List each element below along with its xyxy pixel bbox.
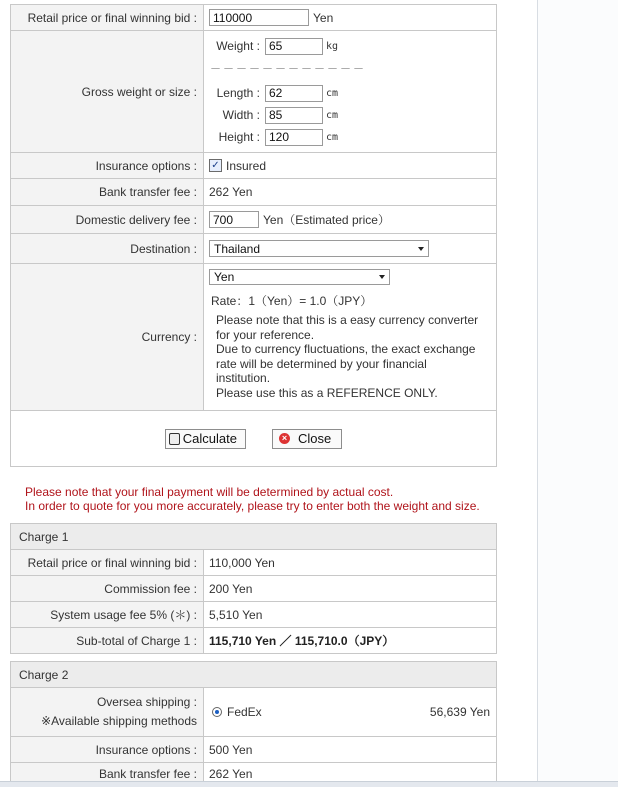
destination-label: Destination : — [11, 234, 204, 263]
payment-warning — [25, 485, 480, 513]
shipping-row — [11, 688, 496, 737]
domestic-fee-input[interactable] — [209, 211, 259, 228]
charge2-title: Charge 2 — [11, 662, 496, 688]
charge1-row — [11, 576, 496, 602]
shipping-label-line2: ※Available shipping methods — [41, 714, 197, 728]
width-input[interactable] — [265, 107, 323, 124]
gross-label: Gross weight or size : — [11, 31, 204, 152]
charge1-row-label: Commission fee : — [11, 576, 204, 601]
length-line — [208, 82, 338, 104]
close-icon: × — [279, 433, 290, 444]
calculate-button[interactable] — [165, 429, 246, 449]
shipping-calculator-form — [10, 4, 497, 467]
charge1-row — [11, 550, 496, 576]
currency-note-line: Please use this as a REFERENCE ONLY. — [216, 385, 438, 400]
domestic-row — [11, 206, 496, 234]
currency-note-line: for your reference. — [216, 327, 315, 342]
charge1-subtotal-row — [11, 628, 496, 653]
chevron-down-icon — [379, 275, 385, 279]
insurance-field — [204, 153, 496, 178]
charge1-row-label: Retail price or final winning bid : — [11, 550, 204, 575]
shipping-method-name: FedEx — [227, 705, 262, 719]
charge1-row-value: 200 Yen — [209, 581, 253, 596]
close-label: Close — [297, 431, 332, 446]
currency-note-line: Due to currency fluctuations, the exact exchange — [216, 342, 476, 356]
currency-select[interactable] — [209, 269, 390, 285]
height-input[interactable] — [265, 129, 323, 146]
domestic-unit: Yen（Estimated price） — [263, 213, 390, 227]
charge1-title: Charge 1 — [11, 524, 496, 550]
currency-note-line: Please note that this is a easy currency converter — [216, 313, 479, 327]
weight-label: Weight : — [216, 39, 260, 53]
bank-fee-label: Bank transfer fee : — [11, 179, 204, 205]
insurance-row — [11, 153, 496, 179]
close-button[interactable] — [272, 429, 342, 449]
charge2-insurance-row — [11, 737, 496, 763]
currency-row — [11, 264, 496, 411]
weight-line — [208, 35, 338, 57]
gross-fields — [204, 31, 496, 152]
gross-row — [11, 31, 496, 153]
domestic-field — [204, 206, 496, 233]
shipping-price: 56,639 Yen — [429, 705, 490, 719]
price-label: Retail price or final winning bid : — [11, 5, 204, 30]
insurance-checkbox[interactable] — [209, 159, 222, 172]
length-input[interactable] — [265, 85, 323, 102]
price-unit: Yen — [313, 10, 334, 25]
shipping-label — [11, 688, 204, 736]
charge1-row-value: 5,510 Yen — [209, 607, 263, 622]
chevron-down-icon — [418, 247, 424, 251]
currency-selected: Yen — [214, 270, 235, 284]
charge1-subtotal-value: 115,710 Yen ／ 115,710.0（JPY） — [209, 634, 395, 648]
charge1-row-value: 110,000 Yen — [209, 555, 275, 570]
bank-fee-value: 262 Yen — [209, 185, 253, 199]
height-line — [208, 126, 338, 148]
warning-line-1: Please note that your final payment will be determined by actual cost. — [25, 485, 394, 499]
currency-note-line: institution. — [216, 371, 271, 385]
currency-field — [204, 264, 496, 410]
insurance-option-text: Insured — [226, 158, 267, 173]
charge2-bank-value: 262 Yen — [209, 767, 253, 781]
weight-size-separator: －－－－－－－－－－－－ — [210, 63, 366, 75]
domestic-label: Domestic delivery fee : — [11, 206, 204, 233]
calculator-icon — [169, 433, 180, 445]
charge1-table — [10, 523, 497, 654]
charge1-row-label: System usage fee 5% (＊) : — [11, 602, 204, 627]
charge1-subtotal-label: Sub-total of Charge 1 : — [11, 628, 204, 653]
charge2-insurance-value: 500 Yen — [209, 742, 253, 757]
radio-selected-icon[interactable] — [212, 707, 222, 717]
currency-label: Currency : — [11, 264, 204, 410]
exchange-rate-text: Rate：1（Yen）= 1.0（JPY） — [211, 294, 373, 308]
length-unit: cm — [326, 87, 339, 99]
weight-input[interactable] — [265, 38, 323, 55]
destination-select[interactable] — [209, 240, 429, 257]
width-unit: cm — [326, 109, 339, 121]
currency-note-line: rate will be determined by your financial — [216, 356, 427, 371]
calculate-label: Calculate — [182, 431, 237, 446]
price-field-wrap — [204, 5, 496, 30]
destination-selected: Thailand — [214, 241, 261, 256]
weight-unit: kg — [326, 40, 339, 52]
shipping-method — [212, 705, 262, 719]
destination-row — [11, 234, 496, 264]
insurance-label: Insurance options : — [11, 153, 204, 178]
destination-field — [204, 234, 496, 263]
action-row — [11, 411, 496, 466]
window-bottom-border — [0, 781, 618, 787]
bank-fee-row — [11, 179, 496, 206]
charge1-row — [11, 602, 496, 628]
price-input[interactable] — [209, 9, 309, 26]
height-label: Height : — [218, 130, 260, 144]
width-line — [208, 104, 338, 126]
page-right-gutter — [537, 0, 618, 786]
charge2-table — [10, 661, 497, 785]
price-row — [11, 5, 496, 31]
checkbox-checked-icon: ✓ — [211, 159, 220, 171]
length-label: Length : — [216, 86, 260, 100]
height-unit: cm — [326, 131, 339, 143]
shipping-option[interactable] — [204, 688, 496, 736]
charge2-insurance-label: Insurance options : — [11, 737, 204, 762]
shipping-label-line1: Oversea shipping : — [96, 695, 197, 709]
charge2-bank-label: Bank transfer fee : — [11, 763, 204, 785]
currency-note — [216, 313, 478, 400]
width-label: Width : — [222, 108, 260, 122]
warning-line-2: In order to quote for you more accurately, please try to enter both the weight and size. — [25, 499, 480, 513]
